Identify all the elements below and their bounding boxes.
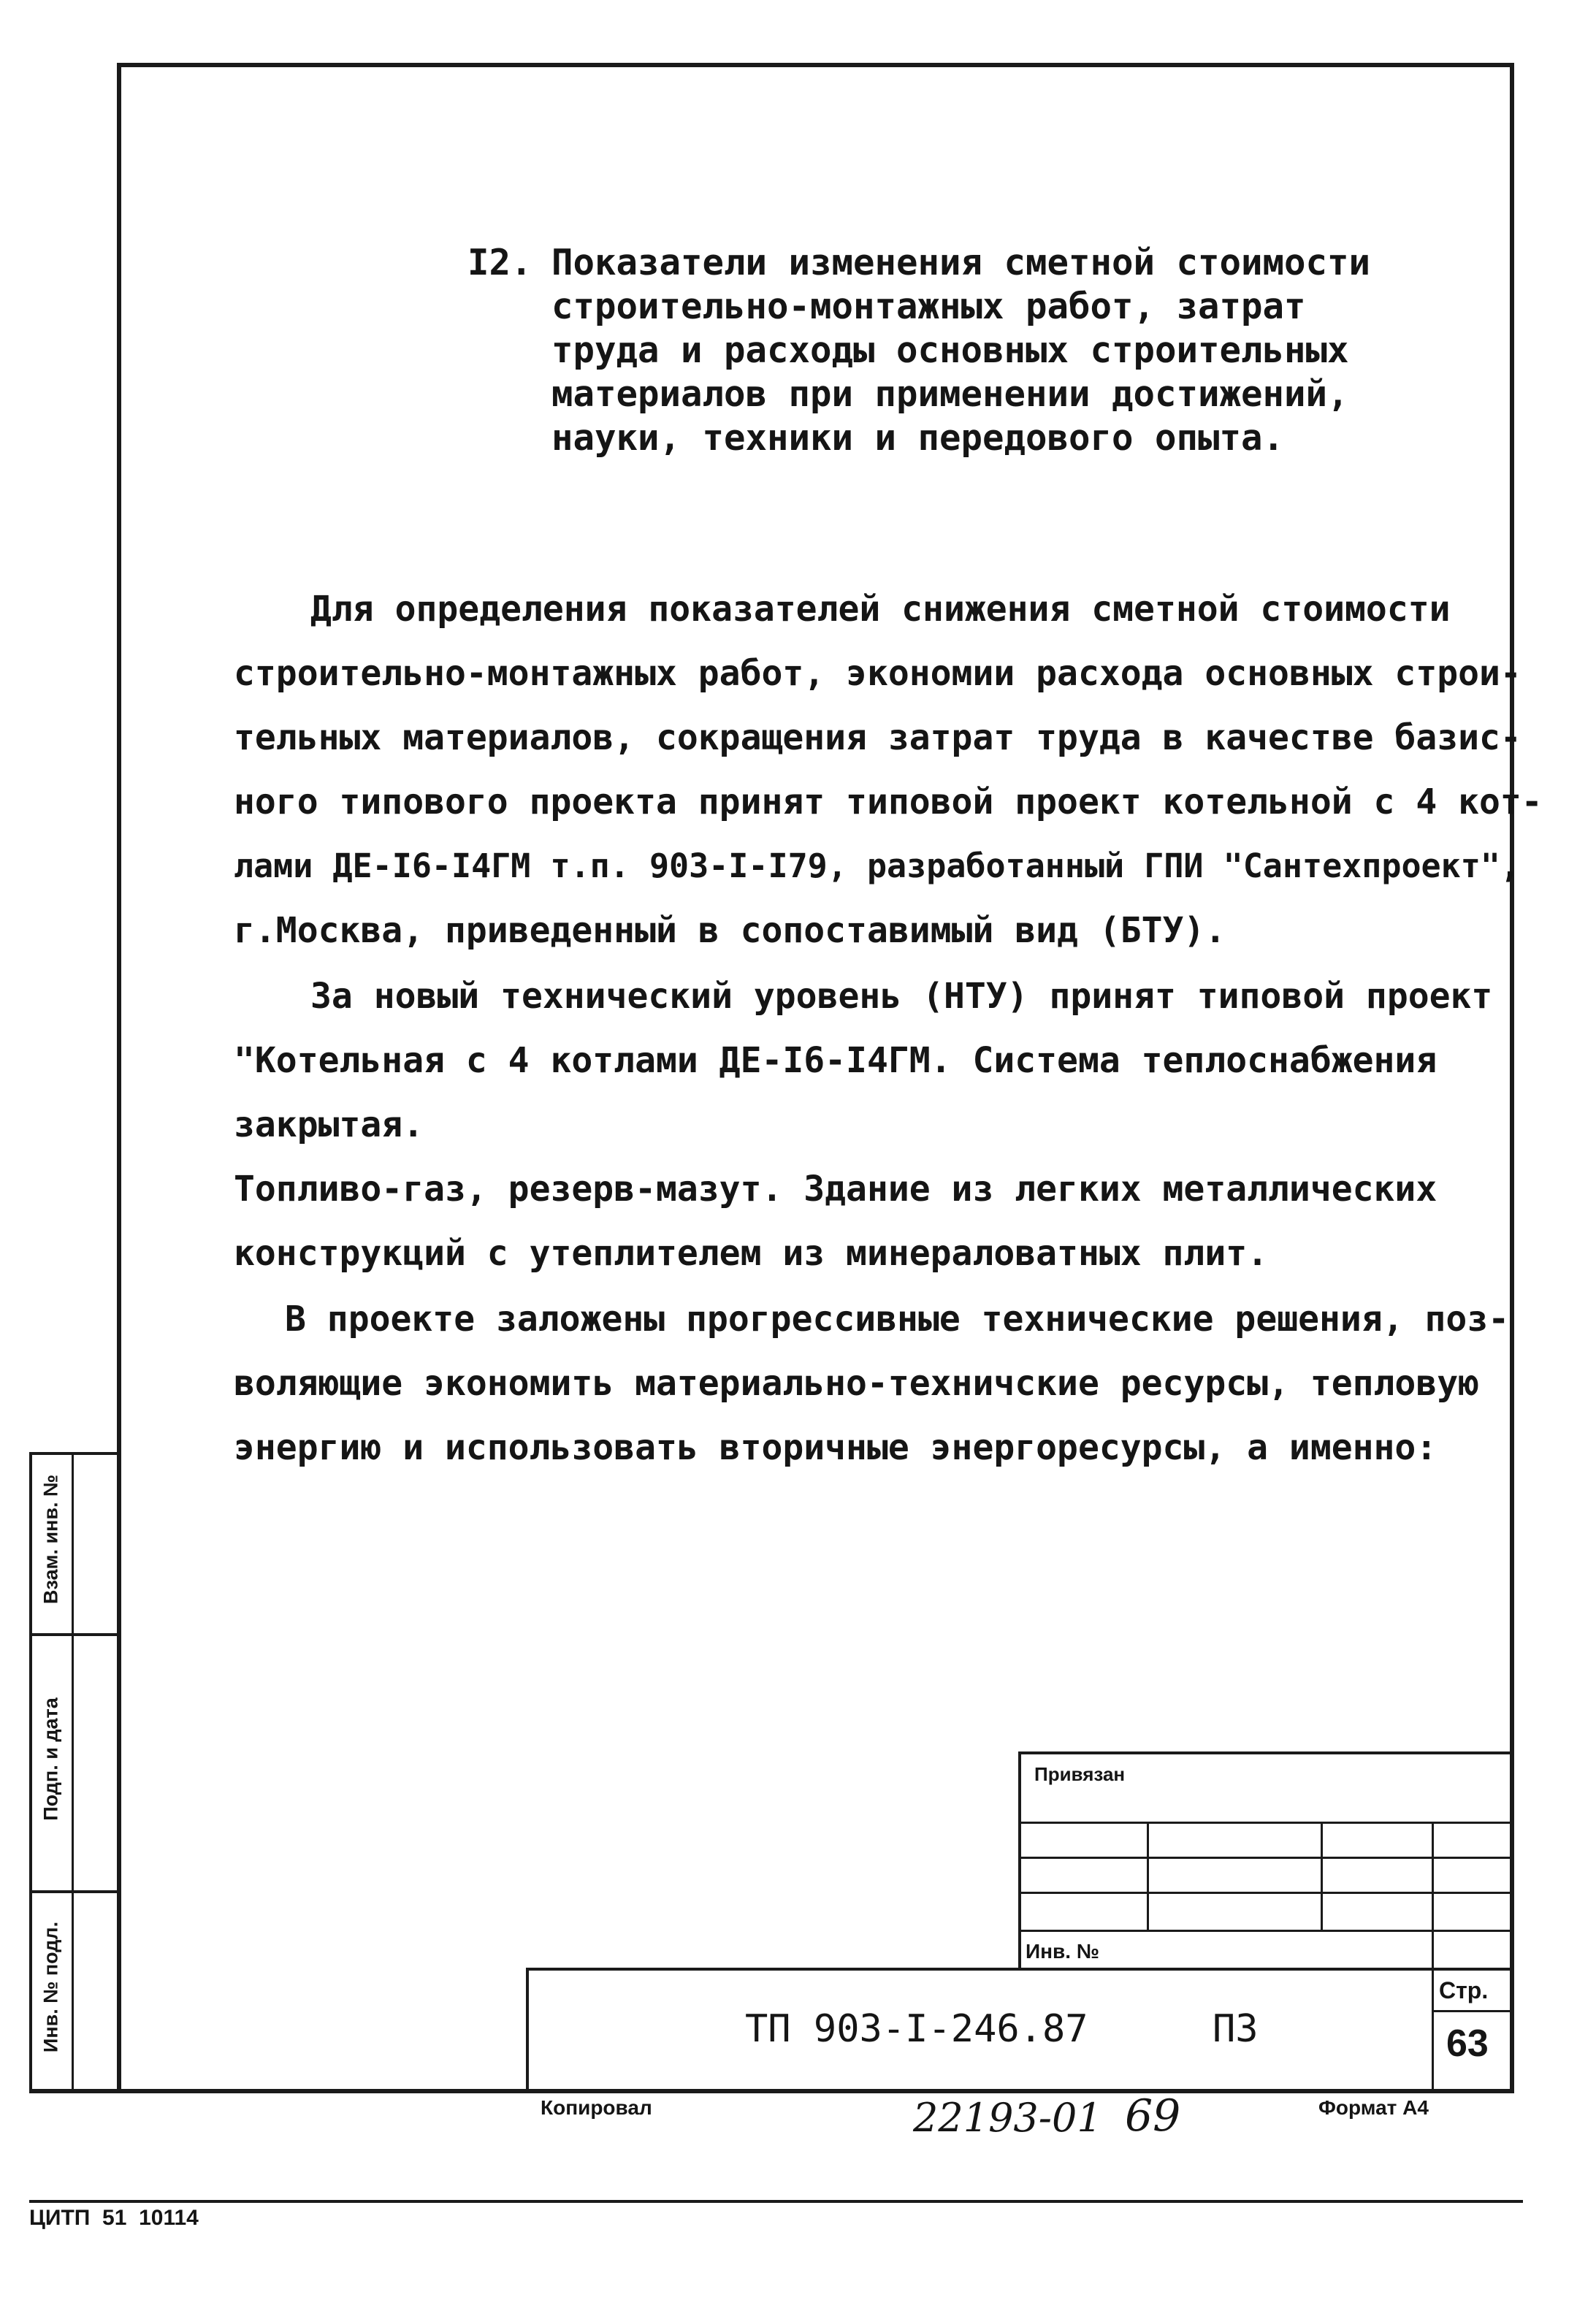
title-block-border xyxy=(1018,1892,1513,1894)
frame-right xyxy=(1510,63,1514,2092)
frame-top xyxy=(117,63,1514,67)
body-line: В проекте заложены прогрессивные технические решения, поз- xyxy=(285,1299,1510,1340)
body-line: воляющие экономить материально-техничские ресурсы, тепловую xyxy=(234,1363,1480,1404)
title-block-border xyxy=(1018,1930,1513,1932)
frame-bottom xyxy=(29,2089,1514,2093)
title-block-border xyxy=(1018,1751,1513,1754)
body-line: Для определения показателей снижения сметной стоимости xyxy=(310,589,1451,630)
section-number: I2. xyxy=(467,242,532,283)
body-line: тельных материалов, сокращения затрат труда в качестве базис- xyxy=(234,717,1521,758)
body-line: конструкций с утеплителем из минераловатных плит. xyxy=(234,1233,1269,1274)
title-block-border xyxy=(1432,1822,1434,2092)
handwritten-number: 69 xyxy=(1125,2090,1181,2142)
heading-line: строительно-монтажных работ, затрат xyxy=(551,286,1306,327)
body-line: Топливо-газ, резерв-мазут. Здание из легких металлических xyxy=(234,1169,1437,1210)
heading-line: Показатели изменения сметной стоимости xyxy=(551,242,1371,283)
vzam-inv-label: Взам. инв. № xyxy=(39,1474,62,1605)
body-line: закрытая. xyxy=(234,1104,424,1145)
inv-no-label: Инв. № xyxy=(1026,1940,1100,1963)
document-type: ПЗ xyxy=(1213,2007,1259,2051)
title-block-border xyxy=(1321,1822,1323,1931)
heading-line: труда и расходы основных строительных xyxy=(551,329,1349,371)
side-stamp-border xyxy=(29,1452,32,2093)
body-line: лами ДЕ-I6-I4ГМ т.п. 903-I-I79, разработанный ГПИ "Сантехпроект", xyxy=(234,847,1520,885)
inv-podl-label: Инв. № подл. xyxy=(39,1921,62,2053)
body-line: г.Москва, приведенный в сопоставимый вид (БТУ). xyxy=(234,910,1226,951)
podp-data-label: Подп. и дата xyxy=(39,1697,62,1821)
body-line: "Котельная с 4 котлами ДЕ-I6-I4ГМ. Система теплоснабжения xyxy=(234,1040,1437,1081)
body-line: строительно-монтажных работ, экономии расхода основных строи- xyxy=(234,653,1521,694)
privyazan-label: Привязан xyxy=(1034,1763,1126,1785)
page-number: 63 xyxy=(1446,2022,1489,2065)
title-block-border xyxy=(1018,1822,1513,1824)
page-label: Стр. xyxy=(1439,1977,1489,2003)
body-line: энергию и использовать вторичные энергоресурсы, а именно: xyxy=(234,1427,1437,1468)
code-box-border xyxy=(526,1968,1513,1971)
frame-left xyxy=(117,63,121,2093)
code-box-border xyxy=(526,1968,529,2092)
printer-rule xyxy=(29,2200,1523,2203)
page-box-border xyxy=(1432,2010,1513,2012)
side-stamp-border xyxy=(72,1452,74,2093)
document-code: ТП 903-I-246.87 xyxy=(745,2007,1088,2051)
title-block-border xyxy=(1147,1822,1149,1931)
section-heading xyxy=(467,241,1370,460)
heading-line: науки, техники и передового опыта. xyxy=(551,417,1285,459)
kopiroval-label: Копировал xyxy=(541,2096,652,2119)
heading-line: материалов при применении достижений, xyxy=(551,373,1349,415)
title-block-border xyxy=(1018,1857,1513,1859)
title-block-border xyxy=(1018,1751,1021,1971)
side-stamp-border xyxy=(29,1633,120,1636)
body-line: ного типового проекта принят типовой проект котельной с 4 кот- xyxy=(234,782,1543,822)
body-line: За новый технический уровень (НТУ) принят типовой проект xyxy=(310,976,1493,1017)
format-label: Формат А4 xyxy=(1318,2096,1429,2119)
printer-code: ЦИТП 51 10114 xyxy=(29,2206,199,2230)
handwritten-code: 22193-01 xyxy=(913,2095,1102,2141)
